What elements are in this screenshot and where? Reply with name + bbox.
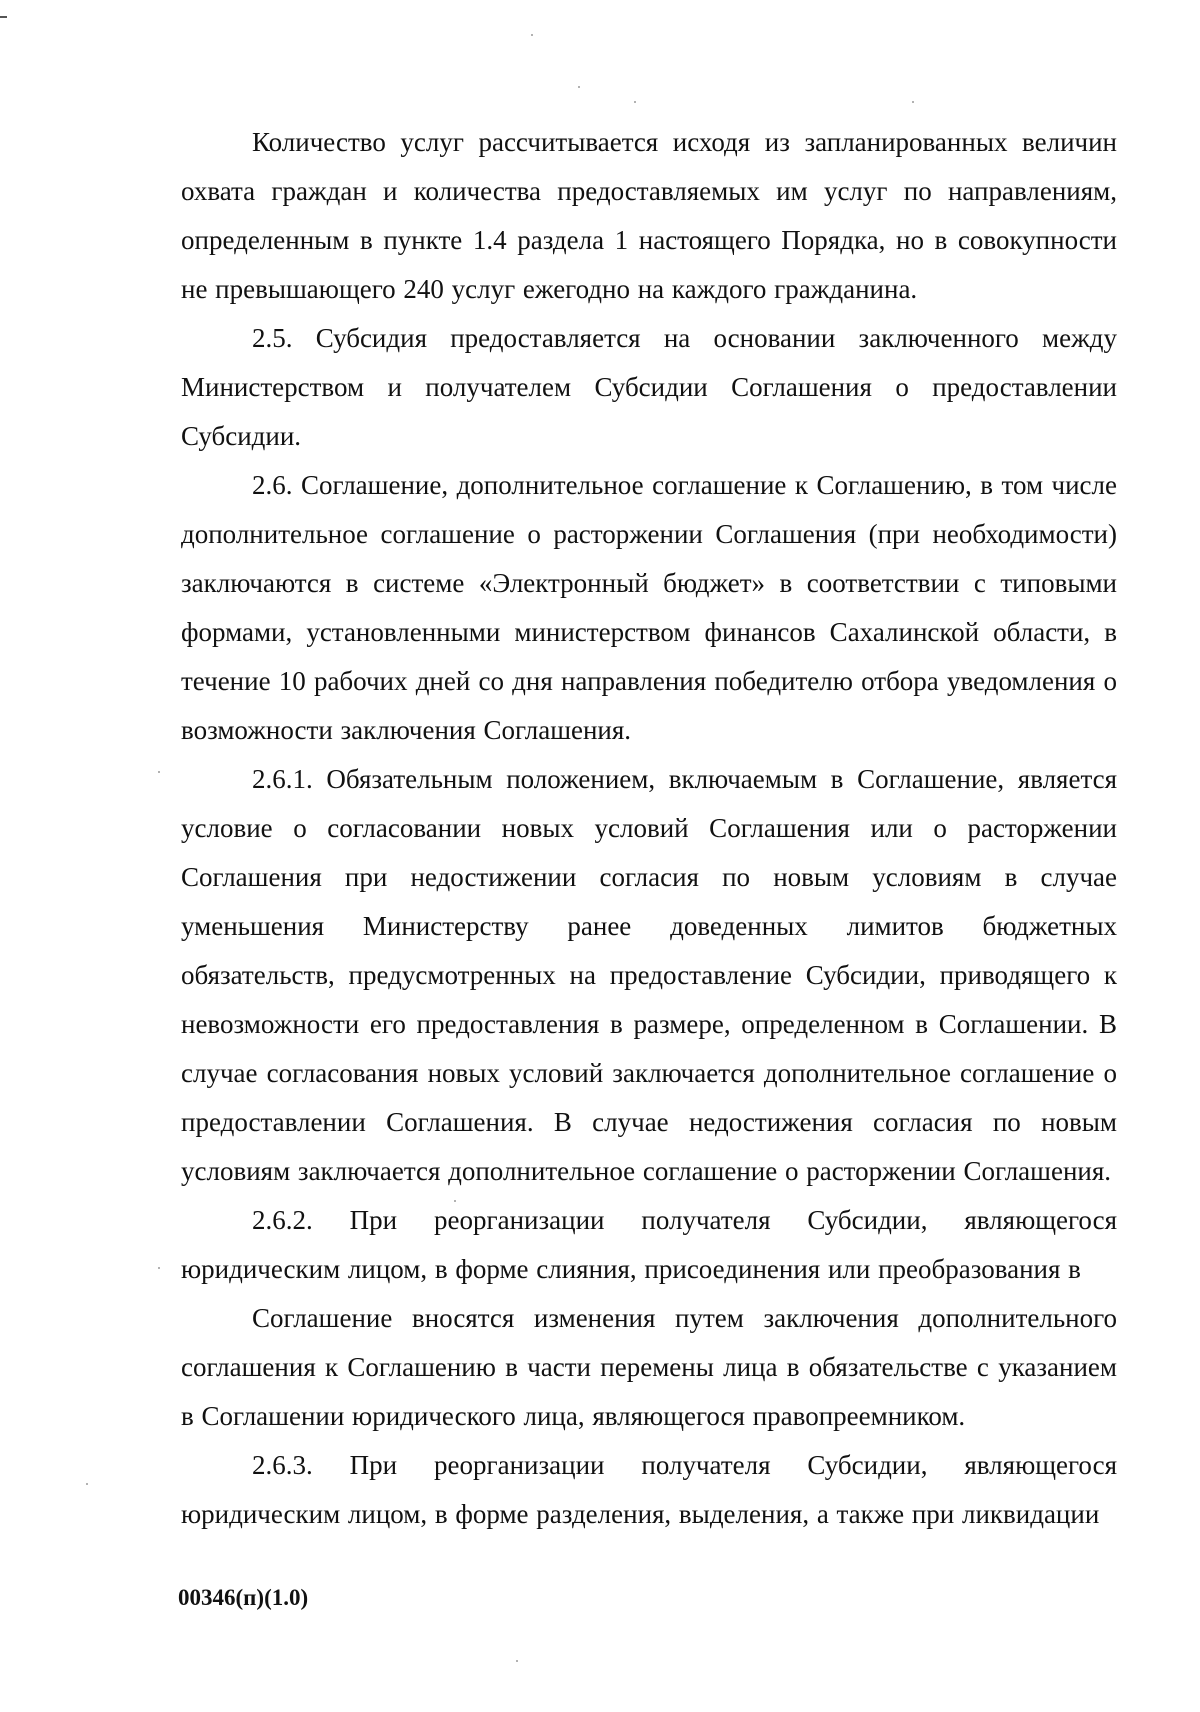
paragraph-2-5: 2.5. Субсидия предоставляется на основании заключенного между Министерством и получателем Субсидии Соглашения о предоставлении Субсидии. [181, 323, 1117, 451]
paragraph-service-count: Количество услуг рассчитывается исходя из запланированных величин охвата граждан и количества предоставляемых им услуг по направлениям, определенным в пункте 1.4 раздела 1 настоящего Порядка, но в совокупности не превышающего 240 услуг ежегодно на каждого гражданина. [181, 127, 1117, 304]
scan-speck [158, 1267, 160, 1269]
scan-edge-mark [0, 16, 7, 18]
scan-speck [516, 1660, 518, 1662]
scan-speck [86, 1483, 88, 1485]
document-body [181, 118, 1117, 1539]
scan-speck [912, 101, 914, 103]
paragraph-2-6-1: 2.6.1. Обязательным положением, включаемым в Соглашение, является условие о согласовании новых условий Соглашения или о расторжении Соглашения при недостижении согласия по новым условиям в случае уменьшения Министерству ранее доведенных лимитов бюджетных обязательств, предусмотренных на предоставление Субсидии, приводящего к невозможности его предоставления в размере, определенном в Соглашении. В случае согласования новых условий заключается дополнительное соглашение о предоставлении Соглашения. В случае недостижения согласия по новым условиям заключается дополнительное соглашение о расторжении Соглашения. [181, 764, 1117, 1186]
paragraph-2-6: 2.6. Соглашение, дополнительное соглашение к Соглашению, в том числе дополнительное соглашение о расторжении Соглашения (при необходимости) заключаются в системе «Электронный бюджет» в соответствии с типовыми формами, установленными министерством финансов Сахалинской области, в течение 10 рабочих дней со дня направления победителю отбора уведомления о возможности заключения Соглашения. [181, 470, 1117, 745]
paragraph-2-6-3: 2.6.3. При реорганизации получателя Субсидии, являющегося юридическим лицом, в форме разделения, выделения, а также при ликвидации [181, 1450, 1117, 1529]
document-footer-code: 00346(п)(1.0) [178, 1585, 309, 1610]
scan-speck [158, 771, 160, 773]
scan-speck [578, 86, 580, 88]
scan-speck [531, 34, 533, 36]
scan-speck [634, 101, 636, 103]
paragraph-2-6-2: 2.6.2. При реорганизации получателя Субсидии, являющегося юридическим лицом, в форме слияния, присоединения или преобразования в [181, 1205, 1117, 1284]
paragraph-agreement-changes: Соглашение вносятся изменения путем заключения дополнительного соглашения к Соглашению в части перемены лица в обязательстве с указанием в Соглашении юридического лица, являющегося правопреемником. [181, 1303, 1117, 1431]
